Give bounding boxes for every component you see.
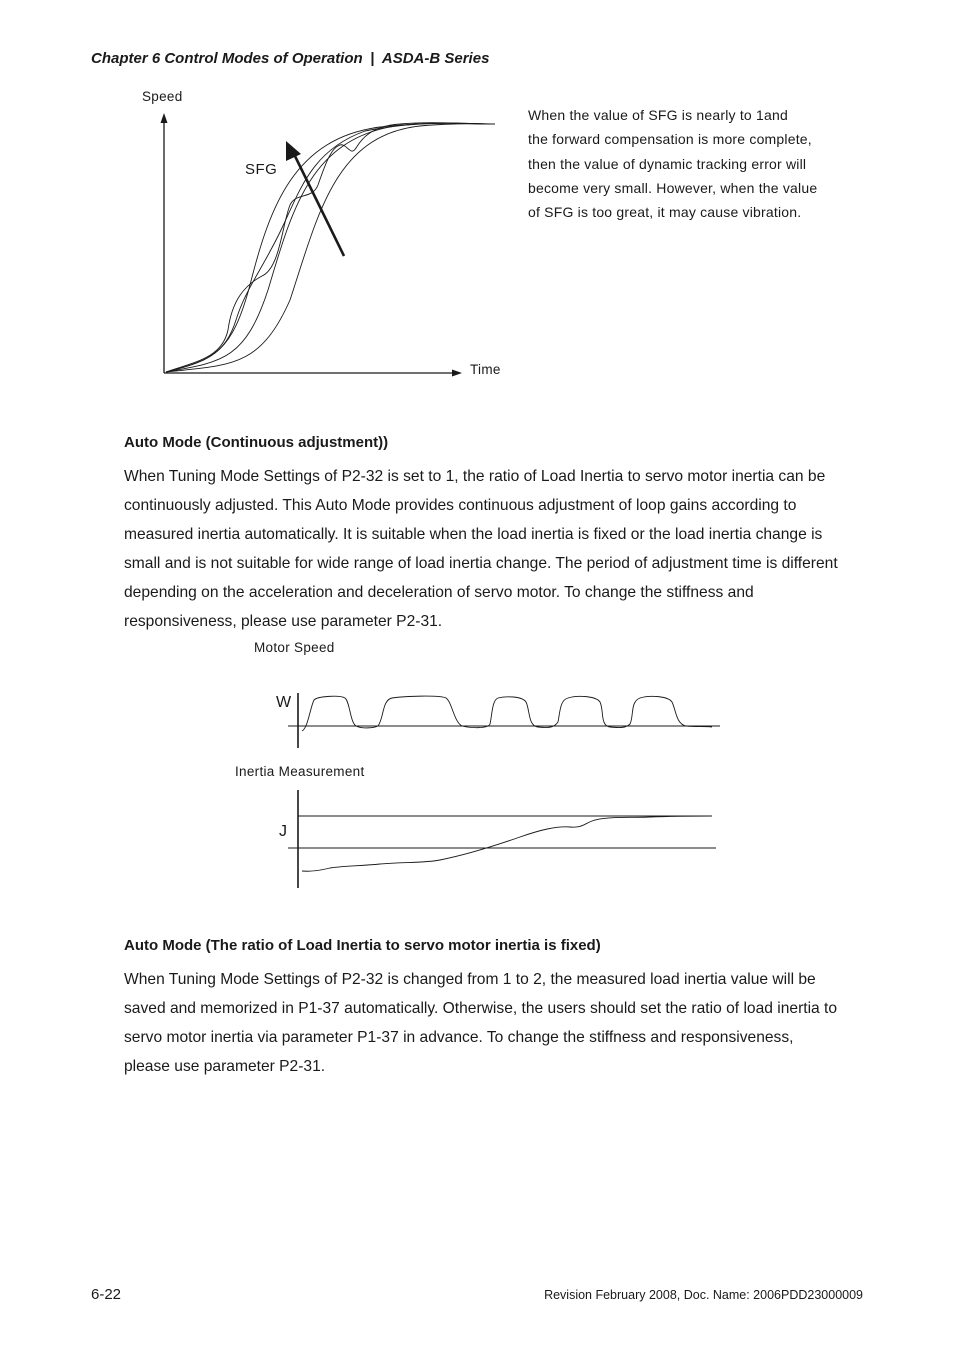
inertia-measurement-curve xyxy=(302,816,712,871)
auto-mode-diagram xyxy=(0,660,954,960)
inertia-axis-letter: J xyxy=(279,823,287,840)
time-axis-label: Time xyxy=(470,362,501,377)
speed-axis-letter: W xyxy=(276,694,292,711)
paragraph-line: small and is not suitable for wide range of load inertia change. The period of adjustment time is different xyxy=(124,555,838,572)
section-title-fixed: Auto Mode (The ratio of Load Inertia to servo motor inertia is fixed) xyxy=(124,937,601,954)
page-number: 6-22 xyxy=(91,1286,122,1303)
response-curve-3 xyxy=(166,123,495,372)
sfg-note-line: of SFG is too great, it may cause vibration. xyxy=(528,204,802,221)
sfg-label: SFG xyxy=(245,161,278,178)
sfg-note-line: become very small. However, when the value xyxy=(528,179,818,196)
response-curve-1 xyxy=(166,124,495,372)
paragraph-line: When Tuning Mode Settings of P2-32 is changed from 1 to 2, the measured load inertia value will be xyxy=(124,971,816,988)
paragraph-line: please use parameter P2-31. xyxy=(124,1058,326,1075)
paragraph-line: When Tuning Mode Settings of P2-32 is set to 1, the ratio of Load Inertia to servo motor inertia can be xyxy=(124,468,826,485)
sfg-note xyxy=(528,103,858,224)
sfg-arrowhead xyxy=(286,141,301,161)
fig1-y-arrowhead xyxy=(161,113,168,123)
revision-info: Revision February 2008, Doc. Name: 2006PDD23000009 xyxy=(544,1288,863,1302)
speed-axis-label: Speed xyxy=(142,89,183,104)
inertia-measurement-label: Inertia Measurement xyxy=(235,764,365,779)
response-curve-4 xyxy=(166,123,495,372)
paragraph-line: responsiveness, please use parameter P2-31. xyxy=(124,613,443,630)
sfg-note-line: then the value of dynamic tracking error will xyxy=(528,155,807,172)
fig1-x-arrowhead xyxy=(452,370,462,377)
section-paragraph-continuous xyxy=(124,462,869,636)
sfg-note-line: When the value of SFG is nearly to 1and xyxy=(528,107,788,123)
chapter-header: Chapter 6 Control Modes of Operation | ASDA-B Series xyxy=(91,50,490,67)
response-curve-oscillating xyxy=(166,123,495,372)
sfg-note-line: the forward compensation is more complete, xyxy=(528,131,812,148)
paragraph-line: depending on the acceleration and deceleration of servo motor. To change the stiffness and xyxy=(124,584,754,601)
sfg-arrow-line xyxy=(293,152,344,256)
paragraph-line: saved and memorized in P1-37 automatically. Otherwise, the users should set the ratio of load inertia to xyxy=(124,1000,838,1017)
section-title-continuous: Auto Mode (Continuous adjustment)) xyxy=(124,434,389,451)
paragraph-line: measured inertia automatically. It is suitable when the load inertia is fixed or the load inertia change is xyxy=(124,526,823,543)
paragraph-line: continuously adjusted. This Auto Mode provides continuous adjustment of loop gains according to xyxy=(124,497,797,514)
response-curve-2 xyxy=(166,123,495,372)
section-paragraph-fixed xyxy=(124,965,869,1081)
paragraph-line: servo motor inertia via parameter P1-37 in advance. To change the stiffness and responsiveness, xyxy=(124,1029,794,1046)
motor-speed-label: Motor Speed xyxy=(254,640,335,655)
